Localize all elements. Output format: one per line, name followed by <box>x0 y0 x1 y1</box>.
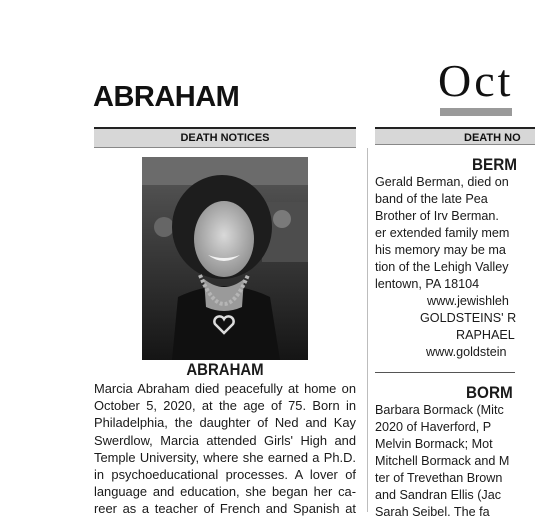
notice-heading-berman: BERM <box>472 155 518 174</box>
body-line: October 5, 2020, at the age of 75. Born in <box>94 398 356 414</box>
notice-line: Barbara Bormack (Mitc <box>375 403 504 417</box>
notice-line: ter of Trevethan Brown <box>375 471 503 485</box>
notice-line: www.jewishleh <box>427 294 509 308</box>
notice-line: and Sandran Ellis (Jac <box>375 488 502 502</box>
notice-line: er extended family mem <box>375 226 510 240</box>
notice-heading-bormack: BORM <box>466 383 513 402</box>
body-line: in psychoeducational processes. A lover of <box>94 467 356 483</box>
notice-line: his memory may be ma <box>375 243 506 257</box>
notice-line: tion of the Lehigh Valley <box>375 260 509 274</box>
notice-divider <box>375 372 515 373</box>
notice-line: lentown, PA 18104 <box>375 277 480 291</box>
obituary-name-heading: ABRAHAM <box>186 360 264 379</box>
notice-line: 2020 of Haverford, P <box>375 420 492 434</box>
body-line: language and education, she began her ca- <box>94 484 356 500</box>
notice-line: RAPHAEL <box>456 328 515 342</box>
body-line: Marcia Abraham died peacefully at home on <box>94 381 356 396</box>
masthead-rule <box>440 108 512 116</box>
obituary-body <box>94 380 356 518</box>
notice-line: Melvin Bormack; Mot <box>375 437 493 451</box>
section-header-death-notices: DEATH NOTICES <box>94 127 356 148</box>
notice-line: Mitchell Bormack and M <box>375 454 510 468</box>
notice-line: band of the late Pea <box>375 192 488 206</box>
obituary-photo <box>142 157 308 360</box>
column-divider <box>367 148 368 512</box>
notice-line: Sarah Seibel. The fa <box>375 505 490 519</box>
notice-line: GOLDSTEINS' R <box>420 311 517 325</box>
body-line: Temple University, where she earned a Ph.D. <box>94 449 356 465</box>
notice-line: www.goldstein <box>426 345 507 359</box>
body-line: reer as a teacher of French and Spanish at <box>94 501 356 517</box>
notice-line: Brother of Irv Berman. <box>375 209 499 223</box>
portrait-image <box>142 157 308 360</box>
body-line: Philadelphia, the daughter of Ned and Kay <box>94 415 356 431</box>
page-title: ABRAHAM <box>93 81 240 113</box>
masthead-month: Oct <box>438 55 514 106</box>
body-line: Swerdlow, Marcia attended Girls' High and <box>94 432 356 448</box>
notice-line: Gerald Berman, died on <box>375 175 509 189</box>
section-header-death-notices-right: DEATH NO <box>375 127 535 145</box>
